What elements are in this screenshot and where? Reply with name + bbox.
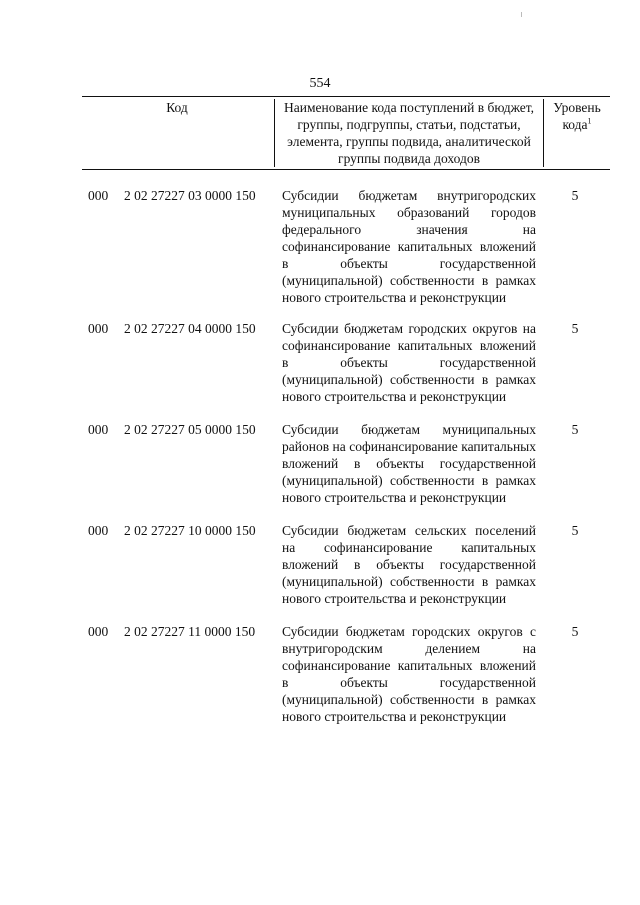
header-level-footnote: 1 [587,116,592,126]
revenue-code: 2 02 27227 10 0000 150 [124,523,256,538]
admin-code: 000 [88,523,109,538]
code-level: 5 [571,523,579,538]
admin-code: 000 [88,321,109,336]
header-code: Код [166,100,188,115]
revenue-code: 2 02 27227 03 0000 150 [124,188,256,203]
admin-code: 000 [88,624,109,639]
header-name: Наименование кода поступлений в бюджет, группы, подгруппы, статьи, подстатьи, элемента, группы подвида, аналитической группы подвида доходов [274,99,544,167]
code-name: Субсидии бюджетам городских округов с внутригородским делением на софинансирование капитальных вложений в объекты государственной (муниципальной) собственности в рамках нового строительства и реконструкции [282,624,536,724]
code-level: 5 [571,188,579,203]
header-level [544,99,610,133]
header-level-label: Уровень кода [553,100,601,132]
revenue-code: 2 02 27227 04 0000 150 [124,321,256,336]
code-level: 5 [571,624,579,639]
code-name: Субсидии бюджетам городских округов на софинансирование капитальных вложений в объекты государственной (муниципальной) собственности в рамках нового строительства и реконструкции [282,321,536,404]
scan-mark [521,12,522,17]
revenue-code: 2 02 27227 11 0000 150 [124,624,256,639]
code-level: 5 [571,321,579,336]
table-header [82,96,610,170]
page-number: 554 [309,76,331,91]
code-name: Субсидии бюджетам внутригородских муниципальных образований городов федерального значения на софинансирование капитальных вложений в объекты государственной (муниципальной) собственности в рамках нового строительства и реконструкции [282,188,536,305]
admin-code: 000 [88,188,109,203]
revenue-code: 2 02 27227 05 0000 150 [124,422,256,437]
admin-code: 000 [88,422,109,437]
code-name: Субсидии бюджетам муниципальных районов на софинансирование капитальных вложений в объекты государственной (муниципальной) собственности в рамках нового строительства и реконструкции [282,422,536,505]
code-level: 5 [571,422,579,437]
code-name: Субсидии бюджетам сельских поселений на софинансирование капитальных вложений в объекты государственной (муниципальной) собственности в рамках нового строительства и реконструкции [282,523,536,606]
